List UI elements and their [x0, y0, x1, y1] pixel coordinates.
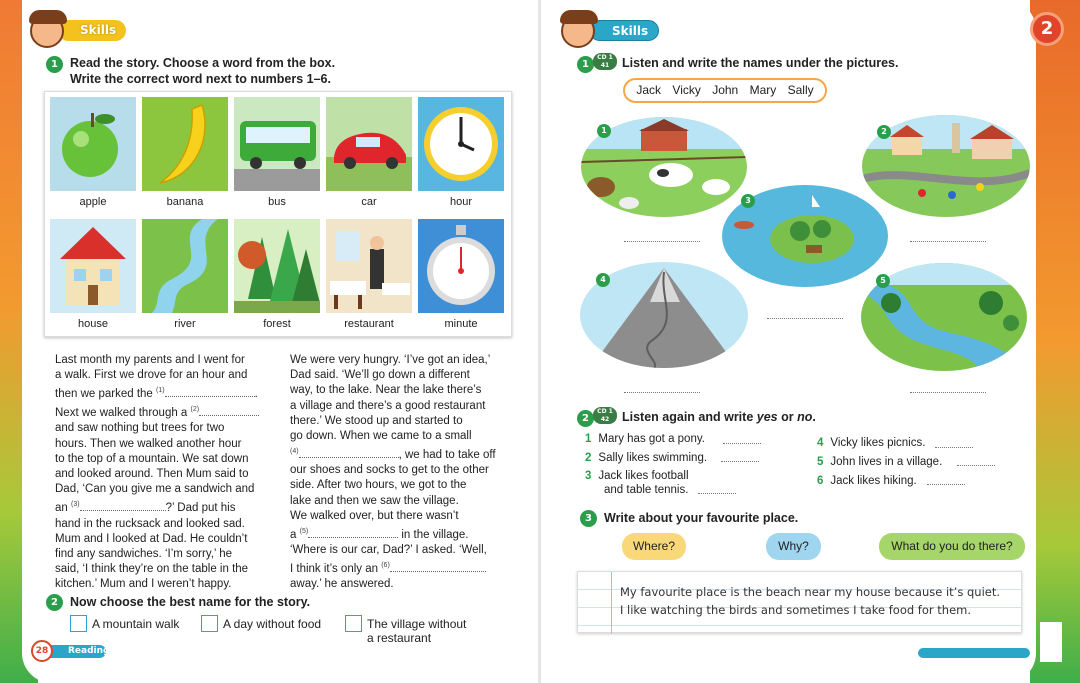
gap-number-3: (3)	[71, 501, 80, 509]
sentence-4	[817, 436, 925, 450]
gap-4-blank[interactable]	[299, 457, 399, 458]
sentence-number: 4	[817, 437, 824, 449]
skills-label-right: Skills	[589, 20, 659, 41]
answer-blank-5[interactable]	[957, 465, 995, 466]
section-label: Reading	[68, 646, 110, 656]
story-line: a village and there’s a good restaurant	[290, 399, 486, 412]
story-text: a	[290, 528, 297, 541]
option-2-checkbox[interactable]	[201, 615, 218, 632]
river-picture	[142, 219, 228, 313]
instruction-yes: yes	[756, 410, 778, 424]
sentence-number: 3	[585, 470, 592, 482]
caption-house: house	[78, 318, 108, 330]
right-exercise-3-number: 3	[580, 510, 597, 527]
unit-number-badge: 2	[1030, 12, 1064, 46]
picture-number-5: 5	[876, 274, 890, 288]
answer-blank-6[interactable]	[927, 484, 965, 485]
story-line	[55, 383, 259, 402]
story-line: find any sandwiches. ‘I’m sorry,’ he	[55, 547, 233, 560]
mascot-icon-right	[561, 14, 595, 48]
sentence-text: Jack likes hiking.	[830, 475, 917, 487]
sentence-number: 5	[817, 456, 824, 468]
option-1-label: A mountain walk	[92, 617, 180, 631]
story-line	[290, 558, 496, 577]
exercise-2-instruction: Now choose the best name for the story.	[70, 595, 311, 609]
page-corner-mask	[1040, 622, 1062, 662]
name-jack: Jack	[636, 83, 662, 97]
house-picture	[50, 219, 136, 313]
story-line: hours. Then we walked another hour	[55, 437, 242, 450]
sample-line-2: I like watching the birds and sometimes I take food for them.	[620, 603, 972, 617]
prompt-why: Why?	[766, 533, 821, 560]
story-line	[290, 444, 496, 463]
cd-icon-41	[593, 53, 617, 70]
writing-box[interactable]	[577, 571, 1022, 633]
caption-bus: bus	[268, 196, 286, 208]
answer-line-1[interactable]	[624, 241, 700, 242]
name-mary: Mary	[749, 83, 777, 97]
caption-car: car	[361, 196, 377, 208]
gap-3-blank[interactable]	[80, 510, 166, 511]
sentence-2	[585, 451, 707, 465]
sentence-text: Sally likes swimming.	[598, 452, 708, 464]
option-3-label-line2: a restaurant	[367, 631, 432, 645]
story-text: .	[254, 388, 258, 401]
story-line: lake and then we saw the village.	[290, 494, 459, 507]
sentence-number: 6	[817, 475, 824, 487]
right-exercise-3-instruction: Write about your favourite place.	[604, 511, 799, 525]
sentence-text: Vicky likes picnics.	[830, 437, 926, 449]
clock-picture	[418, 97, 504, 191]
page-number-left: 28	[31, 640, 53, 662]
cd-label: CD 1	[597, 408, 613, 415]
answer-blank-3[interactable]	[698, 493, 736, 494]
sentence-text: Jack likes football	[598, 470, 689, 482]
gap-number-4: (4)	[290, 448, 299, 456]
option-3-checkbox[interactable]	[345, 615, 362, 632]
exercise-1-instruction-line1: Read the story. Choose a word from the box.	[70, 56, 336, 70]
exercise-2-number: 2	[46, 594, 63, 611]
cd-icon-42	[593, 407, 617, 424]
right-exercise-2-number: 2	[577, 410, 594, 427]
gap-5-blank[interactable]	[308, 537, 398, 538]
story-line: go down. When we came to a small	[290, 430, 472, 443]
story-line: and saw nothing but trees for two	[55, 422, 225, 435]
story-line: hand in the rucksack and looked sad.	[55, 517, 245, 530]
right-exercise-1-number: 1	[577, 56, 594, 73]
right-exercise-2-instruction	[622, 409, 816, 425]
picture-number-4: 4	[596, 273, 610, 287]
story-text: I think it’s only an	[290, 563, 379, 576]
story-text: an	[55, 502, 68, 515]
names-box	[623, 78, 827, 103]
exercise-1-instruction-line2: Write the correct word next to numbers 1–6.	[70, 72, 331, 86]
restaurant-picture	[326, 219, 412, 313]
story-line: ‘Where is our car, Dad?’ I asked. ‘Well,	[290, 544, 487, 557]
instruction-text: or	[777, 410, 798, 424]
answer-line-4[interactable]	[624, 392, 700, 393]
story-text: Next we walked through a	[55, 407, 188, 420]
stopwatch-picture	[418, 219, 504, 313]
gap-number-2: (2)	[190, 406, 200, 414]
story-line: Last month my parents and I went for	[55, 354, 245, 366]
writing-margin-line	[611, 572, 612, 634]
picture-number-3: 3	[741, 194, 755, 208]
option-3-label: The village without	[367, 617, 467, 631]
instruction-no: no	[797, 410, 813, 424]
gap-1-blank[interactable]	[165, 396, 255, 397]
cd-label: CD 1	[597, 54, 613, 61]
exercise-1-number: 1	[46, 56, 63, 73]
caption-apple: apple	[79, 196, 107, 208]
mascot-icon-left	[30, 14, 64, 48]
answer-line-3[interactable]	[767, 318, 843, 319]
story-line	[55, 402, 259, 421]
forest-picture	[234, 219, 320, 313]
car-picture	[326, 97, 412, 191]
story-line: We were very hungry. ‘I’ve got an idea,’	[290, 354, 491, 366]
story-line: We walked over, but there wasn’t	[290, 509, 459, 522]
caption-restaurant: restaurant	[344, 318, 394, 330]
gap-6-blank[interactable]	[390, 571, 486, 572]
name-vicky: Vicky	[672, 83, 701, 97]
sentence-6	[817, 474, 917, 488]
story-line: to the top of a mountain. We sat down	[55, 452, 249, 465]
sentence-3-line2: and table tennis.	[604, 484, 689, 496]
caption-banana: banana	[166, 196, 204, 208]
story-line	[290, 524, 496, 543]
story-line: Dad said. ‘We’ll go down a different	[290, 369, 470, 382]
story-line: way, to the lake. Near the lake there’s	[290, 384, 482, 397]
sentence-5	[817, 455, 942, 469]
cd-track: 41	[600, 62, 610, 69]
sentence-number: 2	[585, 452, 592, 464]
answer-line-2[interactable]	[910, 241, 986, 242]
story-line: Mum and I looked at Dad. He couldn’t	[55, 532, 248, 545]
caption-forest: forest	[263, 318, 291, 330]
story-line: kitchen.’ Mum and I weren’t happy.	[55, 578, 232, 591]
picture-number-2: 2	[877, 125, 891, 139]
skills-label-left: Skills	[58, 20, 126, 41]
gap-2-blank[interactable]	[199, 415, 259, 416]
answer-blank-1[interactable]	[723, 443, 761, 444]
answer-line-5[interactable]	[910, 392, 986, 393]
prompt-where: Where?	[622, 533, 686, 560]
caption-hour: hour	[449, 196, 473, 208]
sentence-text: Mary has got a pony.	[598, 433, 705, 445]
picture-number-1: 1	[597, 124, 611, 138]
word-picture-box	[44, 91, 512, 337]
gap-number-1: (1)	[156, 387, 165, 395]
story-text: ?’ Dad put his	[165, 502, 236, 515]
banana-picture	[142, 97, 228, 191]
bus-picture	[234, 97, 320, 191]
story-line	[55, 497, 259, 516]
story-text: then we parked the	[55, 388, 153, 401]
story-line: Dad, ‘Can you give me a sandwich and	[55, 483, 255, 496]
story-line: there.’ We stood up and started to	[290, 414, 463, 427]
story-line: said, ‘I think they’re on the table in the	[55, 563, 249, 576]
right-exercise-1-instruction: Listen and write the names under the pictures.	[622, 56, 899, 70]
sentence-3	[585, 469, 689, 483]
story-column-1	[55, 353, 259, 593]
story-line: and looked around. Then Mum said to	[55, 468, 249, 481]
caption-minute: minute	[444, 318, 478, 330]
cd-track: 42	[600, 416, 610, 423]
instruction-text: .	[812, 410, 816, 424]
story-text: in the village.	[401, 528, 469, 541]
apple-picture	[50, 97, 136, 191]
story-line: our shoes and socks to get to the other	[290, 464, 489, 477]
answer-blank-2[interactable]	[721, 461, 759, 462]
caption-river: river	[174, 318, 196, 330]
name-john: John	[712, 83, 739, 97]
sentence-number: 1	[585, 433, 592, 445]
sample-line-1: My favourite place is the beach near my house because it’s quiet.	[620, 585, 1001, 599]
prompt-what-do-you-do: What do you do there?	[879, 533, 1025, 560]
story-text: , we had to take off	[398, 449, 496, 462]
name-sally: Sally	[787, 83, 814, 97]
right-edge-stripe	[1030, 0, 1080, 683]
section-tab-right	[918, 648, 1030, 658]
option-1-checkbox[interactable]	[70, 615, 87, 632]
gap-number-6: (6)	[381, 562, 390, 570]
sentence-1	[585, 432, 705, 446]
gap-number-5: (5)	[299, 528, 309, 536]
instruction-text: Listen again and write	[622, 410, 757, 424]
answer-blank-4[interactable]	[935, 447, 973, 448]
story-column-2	[290, 353, 496, 593]
sentence-text: John lives in a village.	[830, 456, 943, 468]
story-line: a walk. First we drove for an hour and	[55, 369, 248, 382]
story-line: side. After two hours, we got to the	[290, 479, 467, 492]
story-line: away.’ he answered.	[290, 578, 394, 591]
book-gutter	[538, 0, 541, 683]
option-2-label: A day without food	[223, 617, 322, 631]
